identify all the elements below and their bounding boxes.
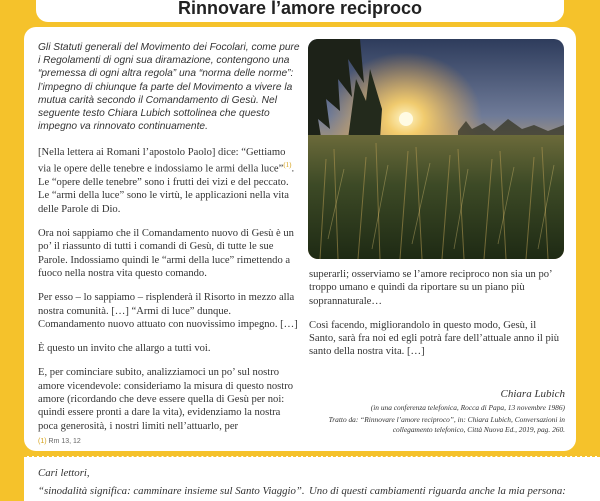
footnote-mark: (1)	[38, 438, 47, 445]
right-column-start: Uno di questi cambiamenti riguarda anche la mia persona:	[309, 485, 566, 497]
footnote	[38, 438, 81, 445]
footnote-reference: (1)	[283, 161, 292, 170]
title-band	[36, 0, 564, 22]
body-paragraph-4: È questo un invito che allargo a tutti voi.	[38, 343, 211, 355]
next-article-strip	[24, 456, 600, 501]
source-line-3: collegamento telefonico, Città Nuova Ed., 2019, pag. 260.	[392, 424, 565, 434]
body-paragraph-1	[38, 146, 300, 216]
footnote-text: Rm 13, 12	[48, 438, 81, 445]
letter-quote: “sinodalità significa: camminare insieme sul Santo Viaggio”.	[38, 485, 305, 497]
source-line-1: (in una conferenza telefonica, Rocca di Papa, 13 novembre 1986)	[370, 403, 565, 412]
body-paragraph-1-b: . Le “opere delle tenebre” sono i frutti dei vizi e del peccato. Le “armi della luce” sono le virtù, le applicazioni nella vita delle Parole di Dio.	[38, 163, 295, 215]
right-paragraph-1: superarli; osserviamo se l’amore reciproco non sia un po’ troppo umano e quindi da riportare su un piano più soprannaturale…	[309, 269, 552, 307]
right-paragraph-2: Così facendo, migliorandolo in questo modo, Gesù, il Santo, sarà fra noi ed egli potrà fare dell’attuale anno il più santo della nostra vita. […]	[309, 319, 560, 358]
body-paragraph-5: E, per cominciare subito, analizziamoci un po’ sul nostro amore vicendevole: consideriamo la misura di questo nostro amore (ricordando che deve essere quella di Gesù per noi: quindi essere pronti a dare la vita), evidenziamo la nostra poca generosità, i nostri limiti nell’attuarlo, per	[38, 367, 294, 432]
article-title: Rinnovare l’amore reciproco	[177, 0, 423, 18]
body-paragraph-2: Ora noi sappiamo che il Comandamento nuovo di Gesù è un po’ il riassunto di tutti i comandi di Gesù, di tutte le sue Parole. Indossiamo quindi le “armi della luce” rimettendo a fuoco nella nostra vita questo comando.	[38, 228, 294, 279]
body-paragraph-1-a: [Nella lettera ai Romani l’apostolo Paolo] dice: “Gettiamo via le opere delle tenebre e indossiamo le armi della luce”	[38, 147, 286, 175]
body-paragraph-3: Per esso – lo sappiamo – risplenderà il Risorto in mezzo alla nostra comunità. […] “Armi di luce” dunque. Comandamento nuovo attuato con nuovissimo impegno. […]	[38, 292, 298, 330]
intro-text: Gli Statuti generali del Movimento dei Focolari, come pure i Regolamenti di ogni sua diramazione, contengono una “premessa di ogni altra regola” una “norma delle norme”: l’impegno di chiunque fa parte del Movimento a vivere la mutua carità secondo il Comandamento di Gesù. Nel seguente testo Chiara Lubich sottolinea che questo impegno va rinnovato continuamente.	[38, 42, 300, 133]
author-name: Chiara Lubich	[500, 388, 565, 400]
sunset-meadow-image	[308, 39, 564, 259]
signature-block	[309, 388, 565, 434]
sunset-meadow-illustration	[308, 39, 564, 259]
left-body-column	[38, 146, 300, 444]
right-body-column	[309, 268, 565, 370]
letter-greeting: Cari lettori,	[38, 467, 90, 479]
source-line-2: Tratto da: “Rinnovare l’amore reciproco”, in: Chiara Lubich, Conversazioni in	[328, 415, 565, 425]
